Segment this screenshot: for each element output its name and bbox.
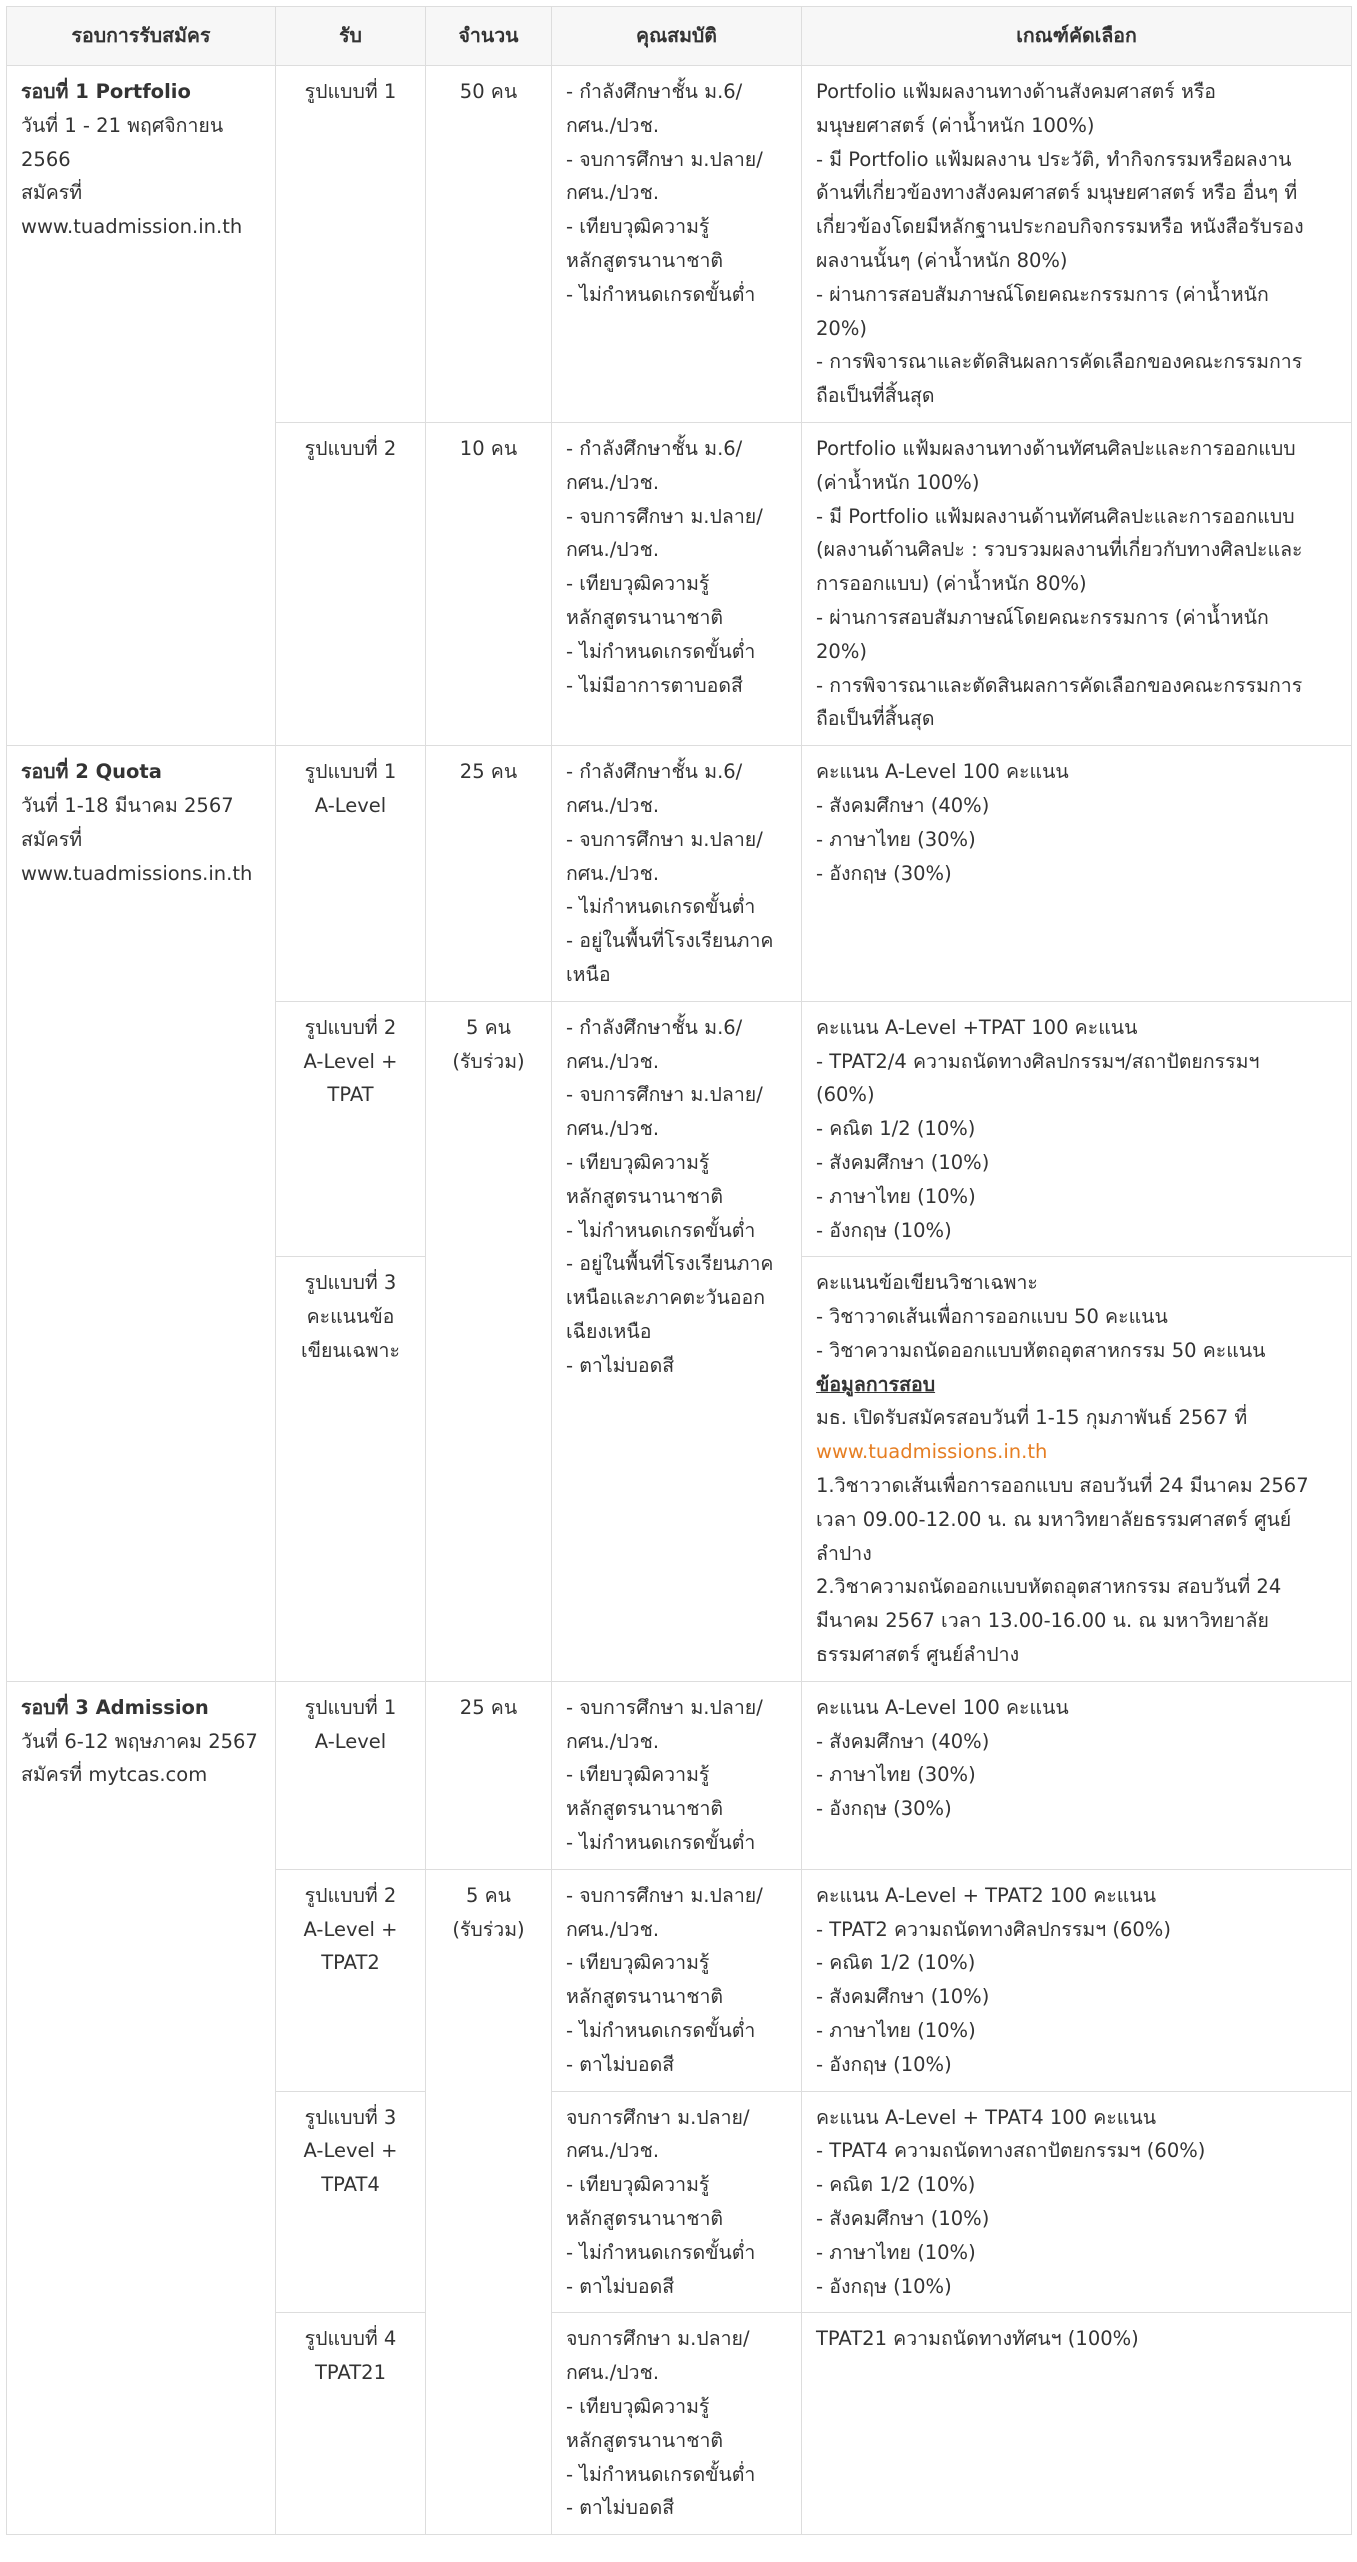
format-text: รูปแบบที่ 1 (304, 80, 397, 103)
qualification-text: จบการศึกษา ม.ปลาย/ กศน./ปวช. - เทียบวุฒิความรู้ หลักสูตรนานาชาติ - ไม่กำหนดเกรดขั้นต่ำ - ตาไม่บอดสี (566, 2105, 756, 2298)
count-cell (426, 1869, 552, 2534)
format-text: รูปแบบที่ 1 A-Level (304, 760, 397, 817)
criteria-cell (802, 2313, 1352, 2535)
header-criteria: เกณฑ์คัดเลือก (802, 7, 1352, 66)
format-cell (276, 1681, 426, 1869)
qualification-text: - จบการศึกษา ม.ปลาย/ กศน./ปวช. - เทียบวุฒิความรู้ หลักสูตรนานาชาติ - ไม่กำหนดเกรดขั้นต่ำ (566, 1695, 763, 1855)
qualification-cell (552, 2091, 802, 2313)
format-cell (276, 2313, 426, 2535)
count-text: 50 คน (459, 80, 518, 103)
format-text: รูปแบบที่ 1 A-Level (304, 1695, 397, 1753)
round-date: วันที่ 6-12 พฤษภาคม 2567 (21, 1729, 258, 1753)
round-apply: สมัครที่ mytcas.com (21, 1763, 208, 1787)
round-date: วันที่ 1-18 มีนาคม 2567 (21, 793, 234, 817)
round-title: รอบที่ 1 Portfolio (21, 80, 191, 103)
format-cell (276, 1001, 426, 1257)
count-cell (426, 746, 552, 1002)
format-cell (276, 1257, 426, 1682)
exam-registration-text: มธ. เปิดรับสมัครสอบวันที่ 1-15 กุมภาพันธ์ 2567 ที่ (816, 1406, 1248, 1430)
exam-info-heading: ข้อมูลการสอบ (816, 1372, 936, 1396)
table-row (7, 66, 1352, 423)
count-text: 10 คน (459, 436, 518, 460)
criteria-cell (802, 422, 1352, 745)
count-text: 25 คน (459, 1695, 518, 1719)
qualification-cell (552, 2313, 802, 2535)
round-apply: สมัครที่ www.tuadmission.in.th (21, 181, 243, 239)
format-text: รูปแบบที่ 3 A-Level + TPAT4 (303, 2105, 398, 2197)
format-cell (276, 746, 426, 1002)
criteria-cell (802, 1681, 1352, 1869)
exam-registration-link[interactable]: www.tuadmissions.in.th (816, 1440, 1048, 1464)
qualification-cell (552, 1001, 802, 1681)
format-text: รูปแบบที่ 2 (304, 436, 397, 460)
qualification-text: - กำลังศึกษาชั้น ม.6/ กศน./ปวช. - จบการศึกษา ม.ปลาย/ กศน./ปวช. - เทียบวุฒิความรู้ หลักสูตรนานาชาติ - ไม่กำหนดเกรดขั้นต่ำ (566, 80, 763, 306)
round-title: รอบที่ 2 Quota (21, 760, 162, 784)
format-cell (276, 66, 426, 423)
admission-table (6, 6, 1352, 2535)
criteria-cell (802, 1001, 1352, 1257)
qualification-text: จบการศึกษา ม.ปลาย/ กศน./ปวช. - เทียบวุฒิความรู้ หลักสูตรนานาชาติ - ไม่กำหนดเกรดขั้นต่ำ - ตาไม่บอดสี (566, 2327, 756, 2520)
exam-schedule-text: 1.วิชาวาดเส้นเพื่อการออกแบบ สอบวันที่ 24 มีนาคม 2567 เวลา 09.00-12.00 น. ณ มหาวิทยาลัยธรรมศาสตร์ ศูนย์ ลำปาง 2.วิชาความถนัดออกแบบหัตถอุตสาหกรรม สอบวันที่ 24 มีนาคม 2567 เวลา 13.00-16.00 น. ณ มหาวิทยาลัย ธรรมศาสตร์ ศูนย์ลำปาง (816, 1474, 1309, 1667)
header-count: จำนวน (426, 7, 552, 66)
round-cell (7, 66, 276, 746)
round-cell (7, 746, 276, 1682)
qualification-cell (552, 1869, 802, 2091)
format-text: รูปแบบที่ 2 A-Level + TPAT (303, 1015, 398, 1107)
header-format: รับ (276, 7, 426, 66)
count-cell (426, 1681, 552, 1869)
format-text: รูปแบบที่ 2 A-Level + TPAT2 (303, 1883, 398, 1975)
criteria-text: คะแนน A-Level 100 คะแนน - สังคมศึกษา (40%) - ภาษาไทย (30%) - อังกฤษ (30%) (816, 1695, 1069, 1821)
qualification-text: - จบการศึกษา ม.ปลาย/ กศน./ปวช. - เทียบวุฒิความรู้ หลักสูตรนานาชาติ - ไม่กำหนดเกรดขั้นต่ำ - ตาไม่บอดสี (566, 1883, 763, 2076)
criteria-cell (802, 746, 1352, 1002)
count-cell (426, 1001, 552, 1681)
criteria-cell (802, 66, 1352, 423)
round-cell (7, 1681, 276, 2534)
criteria-text: TPAT21 ความถนัดทางทัศนฯ (100%) (816, 2327, 1139, 2351)
format-cell (276, 422, 426, 745)
qualification-cell (552, 422, 802, 745)
criteria-text: Portfolio แฟ้มผลงานทางด้านสังคมศาสตร์ หรือ มนุษยศาสตร์ (ค่าน้ำหนัก 100%) - มี Portfolio แฟ้มผลงาน ประวัติ, ทำกิจกรรมหรือผลงาน ด้านที่เกี่ยวข้องทางสังคมศาสตร์ มนุษยศาสตร์ หรือ อื่นๆ ที่ เกี่ยวข้องโดยมีหลักฐานประกอบกิจกรรมหรือ หนังสือรับรอง ผลงานนั้นๆ (ค่าน้ำหนัก 80%) - ผ่านการสอบสัมภาษณ์โดยคณะกรรมการ (ค่าน้ำหนัก 20%) - การพิจารณาและตัดสินผลการคัดเลือกของคณะกรรมการ ถือเป็นที่สิ้นสุด (816, 80, 1304, 408)
criteria-text: คะแนนข้อเขียนวิชาเฉพาะ - วิชาวาดเส้นเพื่อการออกแบบ 50 คะแนน - วิชาความถนัดออกแบบหัตถอุตสาหกรรม 50 คะแนน (816, 1271, 1266, 1362)
criteria-text: คะแนน A-Level + TPAT4 100 คะแนน - TPAT4 ความถนัดทางสถาปัตยกรรมฯ (60%) - คณิต 1/2 (10%) - สังคมศึกษา (10%) - ภาษาไทย (10%) - อังกฤษ (10%) (816, 2105, 1206, 2298)
format-cell (276, 1869, 426, 2091)
qualification-text: - กำลังศึกษาชั้น ม.6/ กศน./ปวช. - จบการศึกษา ม.ปลาย/ กศน./ปวช. - ไม่กำหนดเกรดขั้นต่ำ - อยู่ในพื้นที่โรงเรียนภาค เหนือ (566, 760, 774, 986)
qualification-cell (552, 66, 802, 423)
table-row (7, 1681, 1352, 1869)
round-title: รอบที่ 3 Admission (21, 1695, 209, 1719)
count-cell (426, 66, 552, 423)
round-date: วันที่ 1 - 21 พฤศจิกายน 2566 (21, 113, 224, 171)
format-cell (276, 2091, 426, 2313)
header-qualification: คุณสมบัติ (552, 7, 802, 66)
criteria-cell (802, 1257, 1352, 1682)
criteria-text: Portfolio แฟ้มผลงานทางด้านทัศนศิลปะและการออกแบบ (ค่าน้ำหนัก 100%) - มี Portfolio แฟ้มผลงานด้านทัศนศิลปะและการออกแบบ (ผลงานด้านศิลปะ : รวบรวมผลงานที่เกี่ยวกับทางศิลปะและ การออกแบบ) (ค่าน้ำหนัก 80%) - ผ่านการสอบสัมภาษณ์โดยคณะกรรมการ (ค่าน้ำหนัก 20%) - การพิจารณาและตัดสินผลการคัดเลือกของคณะกรรมการ ถือเป็นที่สิ้นสุด (816, 436, 1303, 731)
qualification-cell (552, 746, 802, 1002)
format-text: รูปแบบที่ 4 TPAT21 (304, 2327, 397, 2385)
qualification-text: - กำลังศึกษาชั้น ม.6/ กศน./ปวช. - จบการศึกษา ม.ปลาย/ กศน./ปวช. - เทียบวุฒิความรู้ หลักสูตรนานาชาติ - ไม่กำหนดเกรดขั้นต่ำ - ไม่มีอาการตาบอดสี (566, 436, 763, 697)
criteria-text: คะแนน A-Level +TPAT 100 คะแนน - TPAT2/4 ความถนัดทางศิลปกรรมฯ/สถาปัตยกรรมฯ (60%) - คณิต 1/2 (10%) - สังคมศึกษา (10%) - ภาษาไทย (10%) - อังกฤษ (10%) (816, 1015, 1260, 1242)
count-text: 5 คน (รับร่วม) (452, 1883, 525, 1941)
count-cell (426, 422, 552, 745)
count-text: 5 คน (รับร่วม) (452, 1015, 525, 1073)
criteria-cell (802, 1869, 1352, 2091)
header-round: รอบการรับสมัคร (7, 7, 276, 66)
round-apply: สมัครที่ www.tuadmissions.in.th (21, 827, 253, 885)
format-text: รูปแบบที่ 3 คะแนนข้อ เขียนเฉพาะ (301, 1271, 400, 1362)
count-text: 25 คน (459, 760, 518, 784)
qualification-text: - กำลังศึกษาชั้น ม.6/ กศน./ปวช. - จบการศึกษา ม.ปลาย/ กศน./ปวช. - เทียบวุฒิความรู้ หลักสูตรนานาชาติ - ไม่กำหนดเกรดขั้นต่ำ - อยู่ในพื้นที่โรงเรียนภาค เหนือและภาคตะวันออก เฉียงเหนือ - ตาไม่บอดสี (566, 1015, 774, 1377)
criteria-cell (802, 2091, 1352, 2313)
criteria-text: คะแนน A-Level 100 คะแนน - สังคมศึกษา (40%) - ภาษาไทย (30%) - อังกฤษ (30%) (816, 760, 1069, 885)
qualification-cell (552, 1681, 802, 1869)
criteria-text: คะแนน A-Level + TPAT2 100 คะแนน - TPAT2 ความถนัดทางศิลปกรรมฯ (60%) - คณิต 1/2 (10%) - สังคมศึกษา (10%) - ภาษาไทย (10%) - อังกฤษ (10%) (816, 1883, 1171, 2076)
table-row (7, 746, 1352, 1002)
table-header-row (7, 7, 1352, 66)
